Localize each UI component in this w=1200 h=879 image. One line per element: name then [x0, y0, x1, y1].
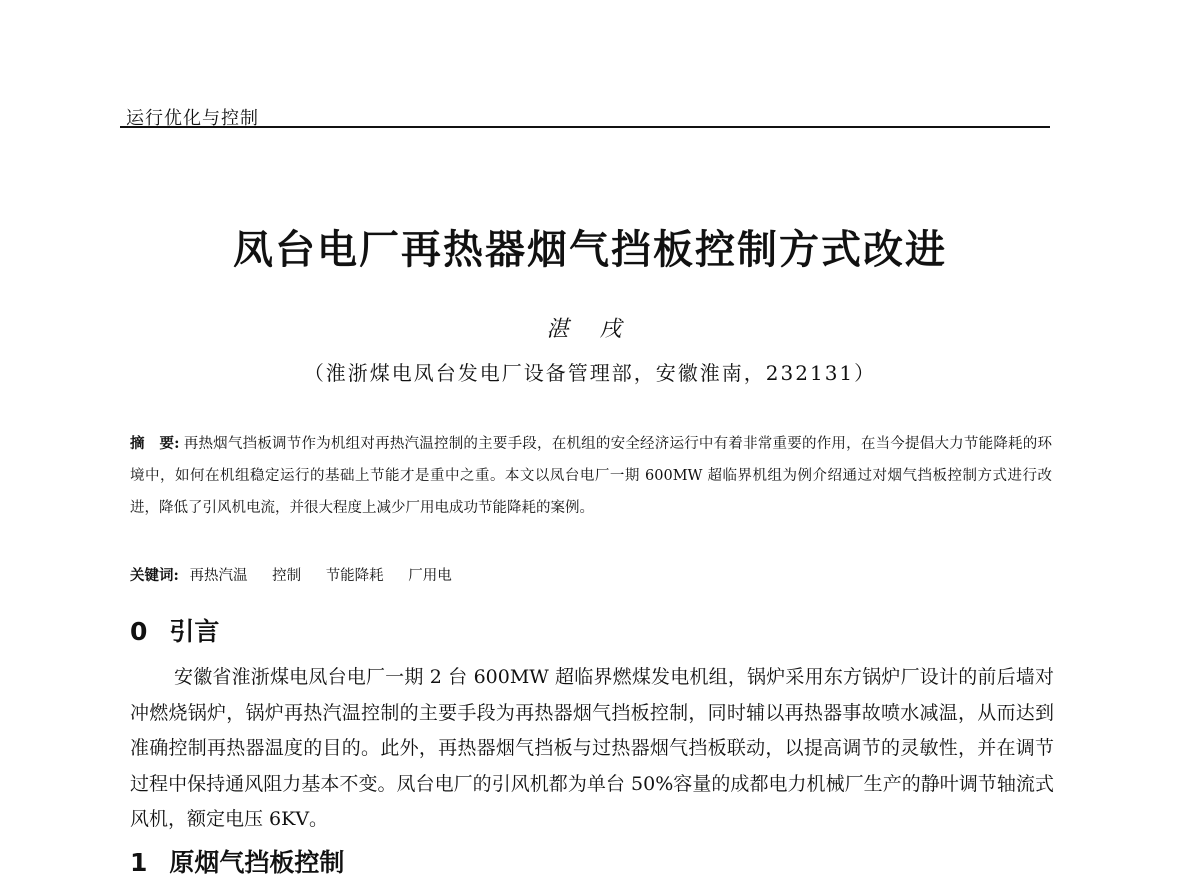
keywords-label: 关键词: — [130, 567, 179, 584]
keyword: 厂用电 — [408, 568, 452, 584]
section-heading-1 — [130, 843, 344, 879]
section-title: 原烟气挡板控制 — [169, 848, 345, 877]
section-number: 0 — [130, 617, 148, 646]
abstract-label: 摘 要: — [130, 435, 180, 452]
abstract-text: 再热烟气挡板调节作为机组对再热汽温控制的主要手段，在机组的安全经济运行中有着非常重要的作用，在当今提倡大力节能降耗的环境中，如何在机组稳定运行的基础上节能才是重中之重。本文以凤台电厂一期 600MW 超临界机组为例介绍通过对烟气挡板控制方式进行改进，降低了引风机电流，并很大程度上减少厂用电成功节能降耗的案例。 — [130, 436, 1052, 516]
section-title: 引言 — [169, 617, 220, 646]
abstract — [130, 428, 1052, 524]
keyword: 控制 — [272, 568, 302, 584]
header-rule — [120, 126, 1050, 128]
section-number: 1 — [130, 848, 148, 877]
body-paragraph: 安徽省淮浙煤电凤台电厂一期 2 台 600MW 超临界燃煤发电机组，锅炉采用东方锅炉厂设计的前后墙对冲燃烧锅炉，锅炉再热汽温控制的主要手段为再热器烟气挡板控制，同时辅以再热器事故喷水减温，从而达到准确控制再热器温度的目的。此外，再热器烟气挡板与过热器烟气挡板联动，以提高调节的灵敏性，并在调节过程中保持通风阻力基本不变。凤台电厂的引风机都为单台 50%容量的成都电力机械厂生产的静叶调节轴流式风机，额定电压 6KV。 — [130, 666, 1054, 830]
author: 湛 戌 — [546, 317, 634, 342]
paper-title: 凤台电厂再热器烟气挡板控制方式改进 — [233, 227, 947, 273]
running-header: 运行优化与控制 — [126, 108, 259, 129]
keyword: 再热汽温 — [189, 568, 248, 584]
keywords — [130, 564, 472, 585]
section-heading-0 — [130, 612, 219, 648]
affiliation: （淮浙煤电凤台发电厂设备管理部，安徽淮南，232131） — [303, 361, 877, 385]
keyword: 节能降耗 — [325, 568, 384, 584]
